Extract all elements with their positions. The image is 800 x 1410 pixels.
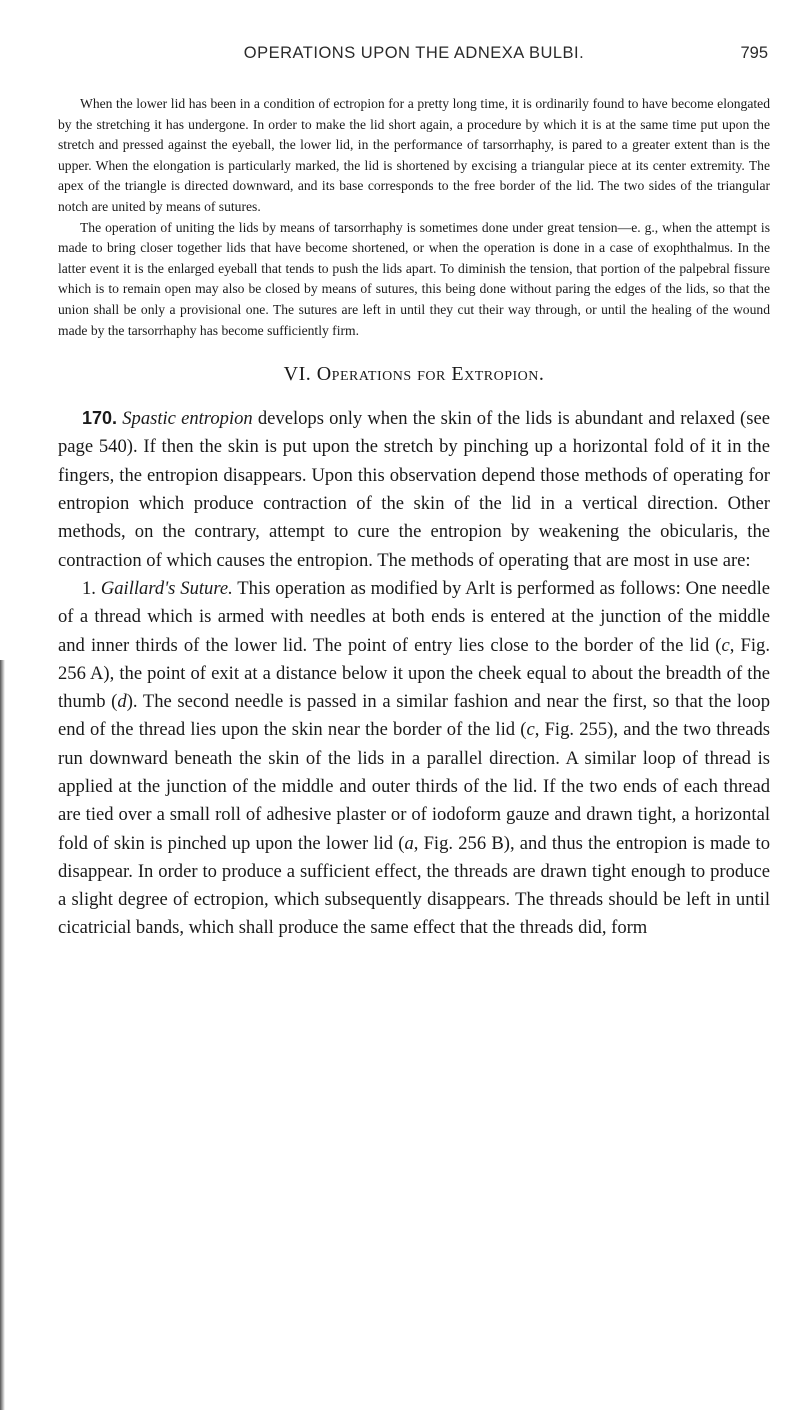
paragraph-gaillards-suture bbox=[58, 575, 770, 943]
paragraph-text: , Fig. 255), and the two threads run downward beneath the skin of the lids in a parallel direction. A similar loop of thread is applied at the junction of the middle and outer thirds of the lid. If the two ends of each thread are tied over a small roll of adhesive plaster or of iodoform gauze and drawn tight, a horizontal fold of skin is pinched up upon the lower lid ( bbox=[58, 719, 770, 854]
section-title: Operations for Extropion. bbox=[316, 363, 545, 386]
paragraph-number: 170. bbox=[82, 408, 118, 429]
paragraph-text: develops only when the skin of the lids is abundant and relaxed (see page 540). If then the skin is put upon the stretch by pinching up a horizontal fold of it in the fingers, the entropion disappears. Upon this observation depend those methods of operating for entropion which produce contraction of the skin of the lid in a vertical direction. Other methods, on the contrary, attempt to cure the entropion by weakening the obicularis, the contraction of which causes the entropion. The methods of operating that are most in use are: bbox=[58, 408, 770, 571]
running-head-title: OPERATIONS UPON THE ADNEXA BULBI. bbox=[243, 44, 585, 62]
figure-ref-d: d bbox=[117, 691, 127, 713]
main-text bbox=[58, 404, 770, 943]
paragraph-text: ). The second needle is passed in a similar fashion and near the first, so that the loop end of the thread lies upon the skin near the border of the lid ( bbox=[58, 691, 770, 741]
paragraph-ectropion-elongation: When the lower lid has been in a condition of ectropion for a pretty long time, it is ordinarily found to have become elongated by the stretching it has undergone. In order to make the lid short again, a procedure by which it is at the same time put upon the stretch and pressed against the eyeball, the lower lid, in the performance of tarsorrhaphy, is pared to a greater extent than is the upper. When the elongation is particularly marked, the lid is shortened by excising a triangular piece at its center extremity. The apex of the triangle is directed downward, and its base corresponds to the free border of the lid. The two sides of the triangular notch are united by means of sutures. bbox=[58, 96, 770, 214]
figure-ref-a: a bbox=[404, 832, 414, 854]
italic-term: Spastic entropion bbox=[122, 408, 253, 430]
list-number: 1. bbox=[82, 577, 96, 599]
book-page bbox=[58, 0, 770, 943]
section-numeral: VI. bbox=[283, 363, 312, 386]
paragraph-text: , Fig. 256 A), the point of exit at a distance below it upon the cheek equal to about the breadth of the thumb ( bbox=[58, 634, 770, 713]
paragraph-text: , Fig. 256 B), and thus the entropion is made to disappear. In order to produce a sufficient effect, the threads are drawn tight enough to produce a slight degree of ectropion, which subsequently disappears. The threads should be left in until cicatricial bands, which shall produce the same effect that the threads did, form bbox=[58, 832, 770, 939]
figure-ref-c: c bbox=[526, 719, 535, 741]
section-heading bbox=[58, 363, 770, 386]
small-print-section bbox=[58, 94, 770, 341]
paragraph-tarsorrhaphy-tension: The operation of uniting the lids by means of tarsorrhaphy is sometimes done under great tension—e. g., when the attempt is made to bring closer together lids that have become shortened, or when the operation is done in a case of exophthalmus. In the latter event it is the enlarged eyeball that tends to push the lids apart. To diminish the tension, that portion of the palpebral fissure which is to remain open may also be closed by means of sutures, this being done without paring the edges of the lids, so that the union shall be only a provisional one. The sutures are left in until they cut their way through, or until the healing of the wound made by the tarsorrhaphy has become sufficiently firm. bbox=[58, 219, 770, 338]
scan-edge-shadow bbox=[0, 660, 5, 1410]
running-head bbox=[58, 44, 770, 94]
page-number: 795 bbox=[740, 44, 768, 62]
italic-term: Gaillard's Suture. bbox=[100, 577, 233, 599]
paragraph-170 bbox=[58, 404, 770, 575]
paragraph-text: This operation as modified by Arlt is performed as follows: One needle of a thread which is armed with needles at both ends is entered at the junction of the middle and inner thirds of the lower lid. The point of entry lies close to the border of the lid ( bbox=[58, 577, 771, 656]
figure-ref-c: c bbox=[721, 634, 730, 656]
